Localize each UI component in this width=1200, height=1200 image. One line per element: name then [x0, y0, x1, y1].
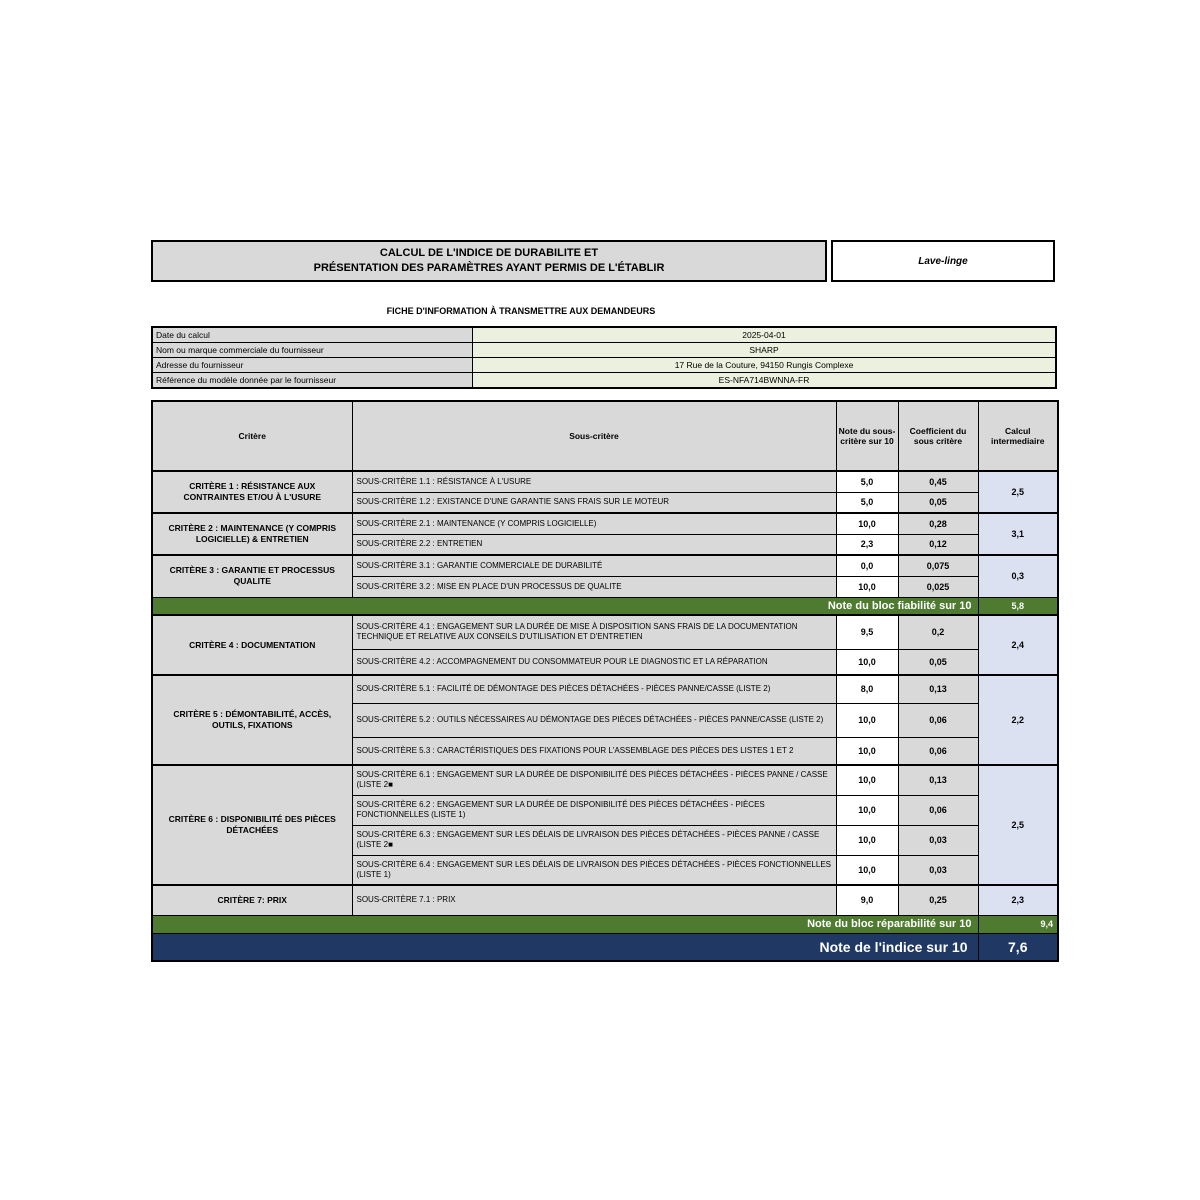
coefficient-cell: 0,13 [898, 765, 978, 795]
title-bar [151, 240, 1057, 282]
repairability-band-value: 9,4 [978, 915, 1058, 933]
note-cell: 10,0 [836, 649, 898, 675]
note-cell: 5,0 [836, 492, 898, 513]
criteria-table-header [152, 401, 1058, 471]
total-index-label: Note de l'indice sur 10 [152, 933, 978, 961]
note-cell: 2,3 [836, 534, 898, 555]
table-row [152, 765, 1058, 795]
coefficient-cell: 0,12 [898, 534, 978, 555]
info-label: Adresse du fournisseur [152, 358, 473, 373]
info-label: Nom ou marque commerciale du fournisseur [152, 343, 473, 358]
repairability-band-row [152, 915, 1058, 933]
subtitle: FICHE D'INFORMATION À TRANSMETTRE AUX DEMANDEURS [386, 306, 656, 316]
subcriterion-cell: SOUS-CRITÈRE 1.2 : EXISTANCE D'UNE GARANTIE SANS FRAIS SUR LE MOTEUR [352, 492, 836, 513]
coefficient-cell: 0,2 [898, 615, 978, 649]
subcriterion-cell: SOUS-CRITÈRE 2.2 : ENTRETIEN [352, 534, 836, 555]
criterion-cell: CRITÈRE 7: PRIX [152, 885, 352, 915]
subcriterion-cell: SOUS-CRITÈRE 6.3 : ENGAGEMENT SUR LES DÉLAIS DE LIVRAISON DES PIÈCES DÉTACHÉES - PIÈCES PANNE / CASSE (LISTE 2■ [352, 825, 836, 855]
note-cell: 9,5 [836, 615, 898, 649]
note-cell: 10,0 [836, 737, 898, 765]
coefficient-cell: 0,25 [898, 885, 978, 915]
header-coefficient: Coefficient du sous critère [898, 401, 978, 471]
note-cell: 5,0 [836, 471, 898, 492]
table-row [152, 513, 1058, 534]
calc-cell: 3,1 [978, 513, 1058, 555]
calc-cell: 2,4 [978, 615, 1058, 675]
subcriterion-cell: SOUS-CRITÈRE 5.1 : FACILITÉ DE DÉMONTAGE DES PIÈCES DÉTACHÉES - PIÈCES PANNE/CASSE (LISTE 2) [352, 675, 836, 703]
coefficient-cell: 0,025 [898, 576, 978, 597]
calc-cell: 2,5 [978, 471, 1058, 513]
note-cell: 10,0 [836, 795, 898, 825]
table-row [152, 471, 1058, 492]
product-type-label: Lave-linge [918, 255, 968, 267]
coefficient-cell: 0,03 [898, 855, 978, 885]
coefficient-cell: 0,28 [898, 513, 978, 534]
subcriterion-cell: SOUS-CRITÈRE 7.1 : PRIX [352, 885, 836, 915]
note-cell: 10,0 [836, 855, 898, 885]
info-row-address [152, 358, 1056, 373]
info-value: SHARP [473, 343, 1057, 358]
document-content [151, 240, 1057, 962]
subcriterion-cell: SOUS-CRITÈRE 6.2 : ENGAGEMENT SUR LA DURÉE DE DISPONIBILITÉ DES PIÈCES DÉTACHÉES - PIÈCES FONCTIONNELLES (LISTE 1) [352, 795, 836, 825]
subcriterion-cell: SOUS-CRITÈRE 4.1 : ENGAGEMENT SUR LA DURÉE DE MISE À DISPOSITION SANS FRAIS DE LA DOCUMENTATION TECHNIQUE ET RELATIVE AUX CONSEILS D'UTILISATION ET D'ENTRETIEN [352, 615, 836, 649]
coefficient-cell: 0,45 [898, 471, 978, 492]
table-row [152, 555, 1058, 576]
supplier-info-table [151, 326, 1057, 389]
table-row [152, 675, 1058, 703]
note-cell: 0,0 [836, 555, 898, 576]
info-label: Date du calcul [152, 327, 473, 343]
criterion-cell: CRITÈRE 5 : DÉMONTABILITÉ, ACCÈS, OUTILS, FIXATIONS [152, 675, 352, 765]
header-criterion: Critère [152, 401, 352, 471]
table-row [152, 615, 1058, 649]
criterion-cell: CRITÈRE 1 : RÉSISTANCE AUX CONTRAINTES ET/OU À L'USURE [152, 471, 352, 513]
note-cell: 10,0 [836, 576, 898, 597]
repairability-band-label: Note du bloc réparabilité sur 10 [152, 915, 978, 933]
coefficient-cell: 0,05 [898, 492, 978, 513]
coefficient-cell: 0,13 [898, 675, 978, 703]
header-note: Note du sous-critère sur 10 [836, 401, 898, 471]
note-cell: 10,0 [836, 765, 898, 795]
total-index-value: 7,6 [978, 933, 1058, 961]
subcriterion-cell: SOUS-CRITÈRE 3.2 : MISE EN PLACE D'UN PROCESSUS DE QUALITE [352, 576, 836, 597]
subcriterion-cell: SOUS-CRITÈRE 1.1 : RÉSISTANCE À L'USURE [352, 471, 836, 492]
info-value: ES-NFA714BWNNA-FR [473, 373, 1057, 389]
calc-cell: 2,2 [978, 675, 1058, 765]
subcriterion-cell: SOUS-CRITÈRE 5.3 : CARACTÉRISTIQUES DES FIXATIONS POUR L'ASSEMBLAGE DES PIÈCES DES LISTES 1 ET 2 [352, 737, 836, 765]
subcriterion-cell: SOUS-CRITÈRE 6.4 : ENGAGEMENT SUR LES DÉLAIS DE LIVRAISON DES PIÈCES DÉTACHÉES - PIÈCES FONCTIONNELLES (LISTE 1) [352, 855, 836, 885]
subcriterion-cell: SOUS-CRITÈRE 3.1 : GARANTIE COMMERCIALE DE DURABILITÉ [352, 555, 836, 576]
subcriterion-cell: SOUS-CRITÈRE 2.1 : MAINTENANCE (Y COMPRIS LOGICIELLE) [352, 513, 836, 534]
header-calc: Calcul intermediaire [978, 401, 1058, 471]
document-title [151, 240, 827, 282]
info-value: 2025-04-01 [473, 327, 1057, 343]
title-line-1: CALCUL DE L'INDICE DE DURABILITE ET [379, 247, 599, 259]
coefficient-cell: 0,05 [898, 649, 978, 675]
table-row [152, 885, 1058, 915]
title-line-2: PRÉSENTATION DES PARAMÈTRES AYANT PERMIS DE L'ÉTABLIR [313, 262, 665, 274]
product-type-box [831, 240, 1055, 282]
header-subcriterion: Sous-critère [352, 401, 836, 471]
fiability-band-value: 5,8 [978, 597, 1058, 615]
calc-cell: 0,3 [978, 555, 1058, 597]
calc-cell: 2,3 [978, 885, 1058, 915]
info-row-date [152, 327, 1056, 343]
info-row-brand [152, 343, 1056, 358]
coefficient-cell: 0,06 [898, 703, 978, 737]
total-index-row [152, 933, 1058, 961]
info-row-reference [152, 373, 1056, 389]
subcriterion-cell: SOUS-CRITÈRE 5.2 : OUTILS NÉCESSAIRES AU DÉMONTAGE DES PIÈCES DÉTACHÉES - PIÈCES PANNE/CASSE (LISTE 2) [352, 703, 836, 737]
fiability-band-label: Note du bloc fiabilité sur 10 [152, 597, 978, 615]
subcriterion-cell: SOUS-CRITÈRE 6.1 : ENGAGEMENT SUR LA DURÉE DE DISPONIBILITÉ DES PIÈCES DÉTACHÉES - PIÈCES PANNE / CASSE (LISTE 2■ [352, 765, 836, 795]
criterion-cell: CRITÈRE 6 : DISPONIBILITÉ DES PIÈCES DÉTACHÉES [152, 765, 352, 885]
note-cell: 9,0 [836, 885, 898, 915]
note-cell: 8,0 [836, 675, 898, 703]
criterion-cell: CRITÈRE 4 : DOCUMENTATION [152, 615, 352, 675]
criteria-table [151, 400, 1059, 962]
note-cell: 10,0 [836, 703, 898, 737]
coefficient-cell: 0,06 [898, 795, 978, 825]
criterion-cell: CRITÈRE 3 : GARANTIE ET PROCESSUS QUALITE [152, 555, 352, 597]
coefficient-cell: 0,06 [898, 737, 978, 765]
note-cell: 10,0 [836, 513, 898, 534]
info-label: Référence du modèle donnée par le fournisseur [152, 373, 473, 389]
coefficient-cell: 0,075 [898, 555, 978, 576]
note-cell: 10,0 [836, 825, 898, 855]
coefficient-cell: 0,03 [898, 825, 978, 855]
subcriterion-cell: SOUS-CRITÈRE 4.2 : ACCOMPAGNEMENT DU CONSOMMATEUR POUR LE DIAGNOSTIC ET LA RÉPARATION [352, 649, 836, 675]
calc-cell: 2,5 [978, 765, 1058, 885]
fiability-band-row [152, 597, 1058, 615]
criterion-cell: CRITÈRE 2 : MAINTENANCE (Y COMPRIS LOGICIELLE) & ENTRETIEN [152, 513, 352, 555]
info-value: 17 Rue de la Couture, 94150 Rungis Complexe [473, 358, 1057, 373]
